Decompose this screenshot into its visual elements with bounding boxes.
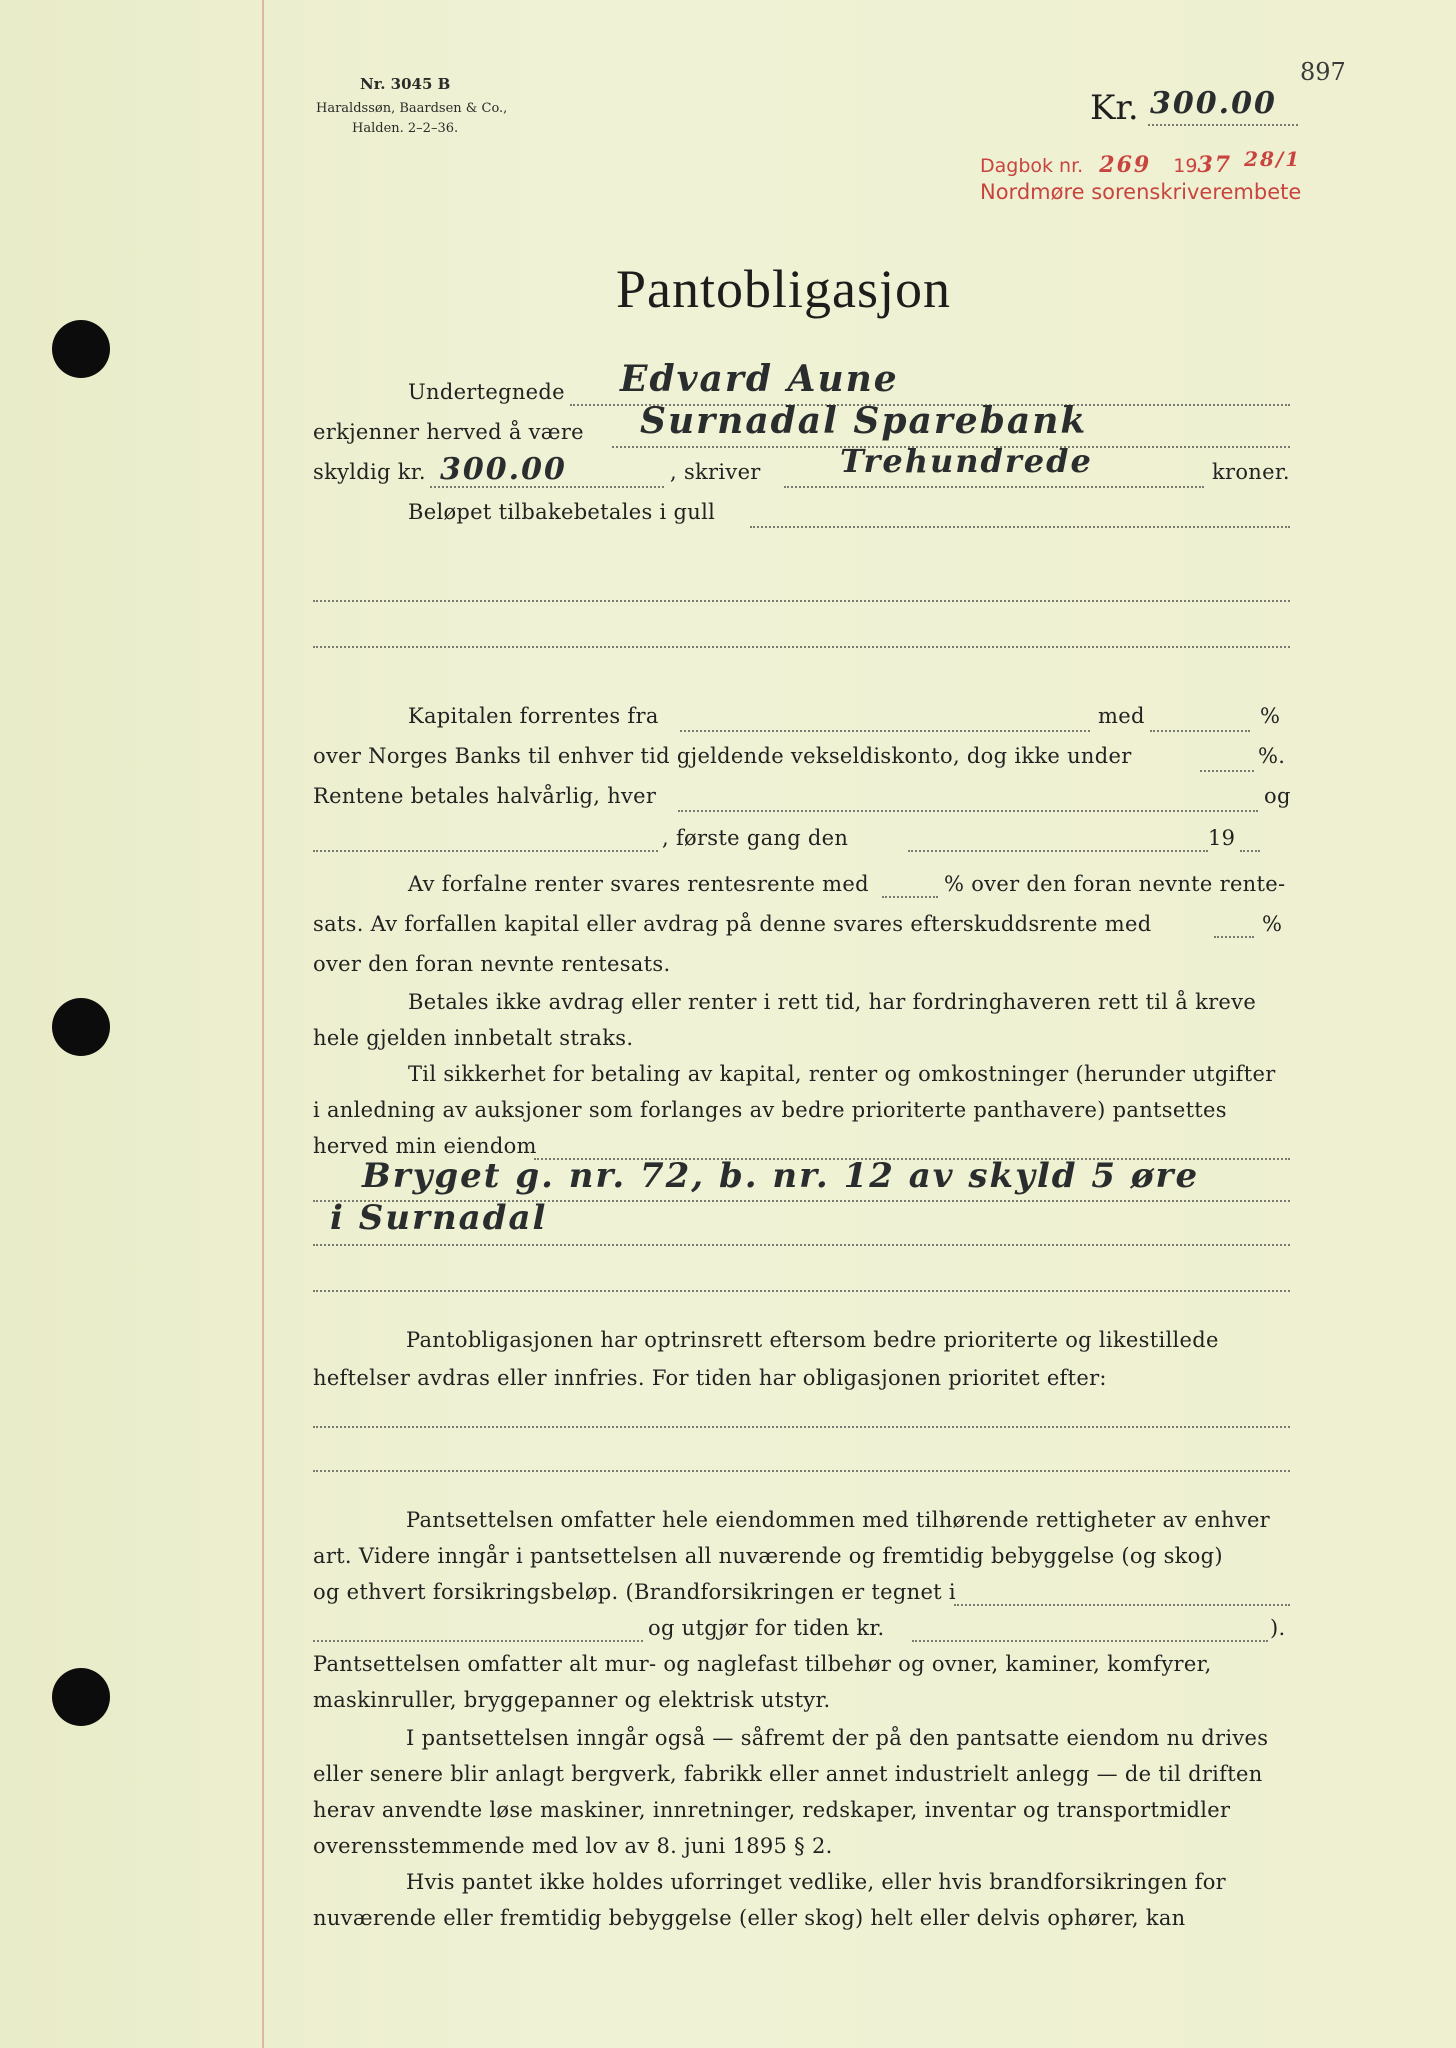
p7-line4: overensstemmende med lov av 8. juni 1895 § 2.: [313, 1834, 833, 1858]
p4-line1: Pantobligasjonen har optrinsrett eftersom bedre prioriterte og likestillede: [406, 1328, 1219, 1352]
publisher: Haraldssøn, Baardsen & Co.,: [316, 101, 508, 116]
dotted-line: [313, 1426, 1290, 1428]
p1-line2-a: sats. Av forfallen kapital eller avdrag på denne svares efterskuddsrente med: [313, 912, 1152, 936]
interest-line4-b: 19: [1208, 826, 1236, 850]
p7-line2: eller senere blir anlagt bergverk, fabrikk eller annet industrielt anlegg — de til driften: [313, 1762, 1263, 1786]
p5-line2: art. Videre inngår i pantsettelsen all nuværende og fremtidig bebyggelse (og skog): [313, 1544, 1223, 1568]
p5-line1: Pantsettelsen omfatter hele eiendommen med tilhørende rettigheter av enhver: [406, 1508, 1271, 1532]
interest-line3-b: og: [1264, 784, 1291, 808]
amount-prefix: Kr.: [1090, 88, 1139, 128]
punch-hole: [52, 320, 110, 378]
dotted-line: [912, 1640, 1268, 1642]
dotted-line: [313, 646, 1290, 648]
dagbok-label: Dagbok nr.: [980, 155, 1084, 177]
p6-line1: Pantsettelsen omfatter alt mur- og naglefast tilbehør og ovner, kaminer, komfyrer,: [313, 1652, 1212, 1676]
belopet-label: Beløpet tilbakebetales i gull: [408, 500, 716, 524]
year-prefix: 19: [1173, 155, 1198, 177]
p3-line2: i anledning av auksjoner som forlanges av bedre prioriterte panthavere) pantsettes: [313, 1098, 1227, 1122]
skriver-label: , skriver: [670, 460, 761, 484]
dotted-line: [313, 600, 1290, 602]
stamp-date: 28/1: [1244, 147, 1302, 171]
dagbok-stamp: [980, 147, 1302, 178]
skyldig-label: skyldig kr.: [313, 460, 426, 484]
property-line1: Bryget g. nr. 72, b. nr. 12 av skyld 5 øre: [362, 1156, 1200, 1196]
p2-line2: hele gjelden innbetalt straks.: [313, 1026, 634, 1050]
office-stamp: Nordmøre sorenskriverembete: [980, 180, 1302, 204]
margin-rule: [262, 0, 264, 2048]
property-line2: i Surnadal: [330, 1198, 548, 1238]
dotted-line: [1240, 850, 1260, 852]
erkjenner-label: erkjenner herved å være: [313, 420, 584, 444]
interest-line1-b: med: [1098, 704, 1145, 728]
page-number: 897: [1300, 58, 1346, 86]
p1-line2-b: %: [1262, 912, 1283, 936]
p8-line2: nuværende eller fremtidig bebyggelse (eller skog) helt eller delvis ophører, kan: [313, 1906, 1186, 1930]
undertegnede-label: Undertegnede: [408, 380, 565, 404]
creditor-value: Surnadal Sparebank: [640, 400, 1088, 442]
p3-line1: Til sikkerhet for betaling av kapital, renter og omkostninger (herunder utgifter: [408, 1062, 1276, 1086]
dotted-line: [750, 526, 1290, 528]
dotted-line: [954, 1604, 1290, 1606]
kroner-label: kroner.: [1212, 460, 1290, 484]
dotted-line: [882, 896, 938, 898]
skyldig-value: 300.00: [440, 452, 567, 487]
dagbok-number: 269: [1099, 152, 1152, 178]
interest-line1-a: Kapitalen forrentes fra: [408, 704, 659, 728]
p1-line1-b: % over den foran nevnte rente-: [944, 872, 1286, 896]
interest-line4-a: , første gang den: [662, 826, 849, 850]
dotted-line: [784, 486, 1204, 488]
document-title: Pantobligasjon: [616, 259, 951, 319]
amount-dotted-line: [1148, 124, 1298, 126]
p1-line3: over den foran nevnte rentesats.: [313, 952, 671, 976]
form-number: Nr. 3045 B: [360, 75, 451, 93]
dotted-line: [908, 850, 1208, 852]
punch-hole: [52, 1668, 110, 1726]
dotted-line: [1200, 770, 1254, 772]
print-date: Halden. 2–2–36.: [352, 121, 459, 136]
dotted-line: [430, 486, 664, 488]
dotted-line: [1214, 936, 1254, 938]
punch-hole: [52, 998, 110, 1056]
p7-line3: herav anvendte løse maskiner, innretninger, redskaper, inventar og transportmidler: [313, 1798, 1231, 1822]
p7-line1: I pantsettelsen inngår også — såfremt der på den pantsatte eiendom nu drives: [406, 1726, 1269, 1750]
dotted-line: [313, 1470, 1290, 1472]
amount-value: 300.00: [1150, 86, 1277, 121]
p5-line4-a: og utgjør for tiden kr.: [648, 1616, 885, 1640]
p5-line4-b: ).: [1270, 1616, 1286, 1640]
dotted-line: [680, 730, 1090, 732]
dotted-line: [313, 1290, 1290, 1292]
interest-line3-a: Rentene betales halvårlig, hver: [313, 784, 657, 808]
p6-line2: maskinruller, bryggepanner og elektrisk utstyr.: [313, 1688, 831, 1712]
dotted-line: [678, 810, 1258, 812]
p3-line3: herved min eiendom: [313, 1134, 537, 1158]
p1-line1-a: Av forfalne renter svares rentesrente med: [408, 872, 869, 896]
p8-line1: Hvis pantet ikke holdes uforringet vedlike, eller hvis brandforsikringen for: [406, 1870, 1227, 1894]
dotted-line: [1150, 730, 1250, 732]
dotted-line: [313, 1244, 1290, 1246]
p2-line1: Betales ikke avdrag eller renter i rett tid, har fordringhaveren rett til å kreve: [408, 990, 1257, 1014]
dotted-line: [313, 850, 658, 852]
p5-line3: og ethvert forsikringsbeløp. (Brandforsikringen er tegnet i: [313, 1580, 956, 1604]
interest-line2: over Norges Banks til enhver tid gjeldende vekseldiskonto, dog ikke under: [313, 744, 1132, 768]
stamp-year: 37: [1197, 152, 1233, 178]
skriver-value: Trehundrede: [840, 442, 1093, 480]
dotted-line: [313, 1640, 643, 1642]
interest-pct: %: [1260, 704, 1281, 728]
undertegnede-value: Edvard Aune: [620, 358, 899, 400]
p4-line2: heftelser avdras eller innfries. For tiden har obligasjonen prioritet efter:: [313, 1366, 1107, 1390]
interest-line2-pct: %.: [1258, 744, 1286, 768]
